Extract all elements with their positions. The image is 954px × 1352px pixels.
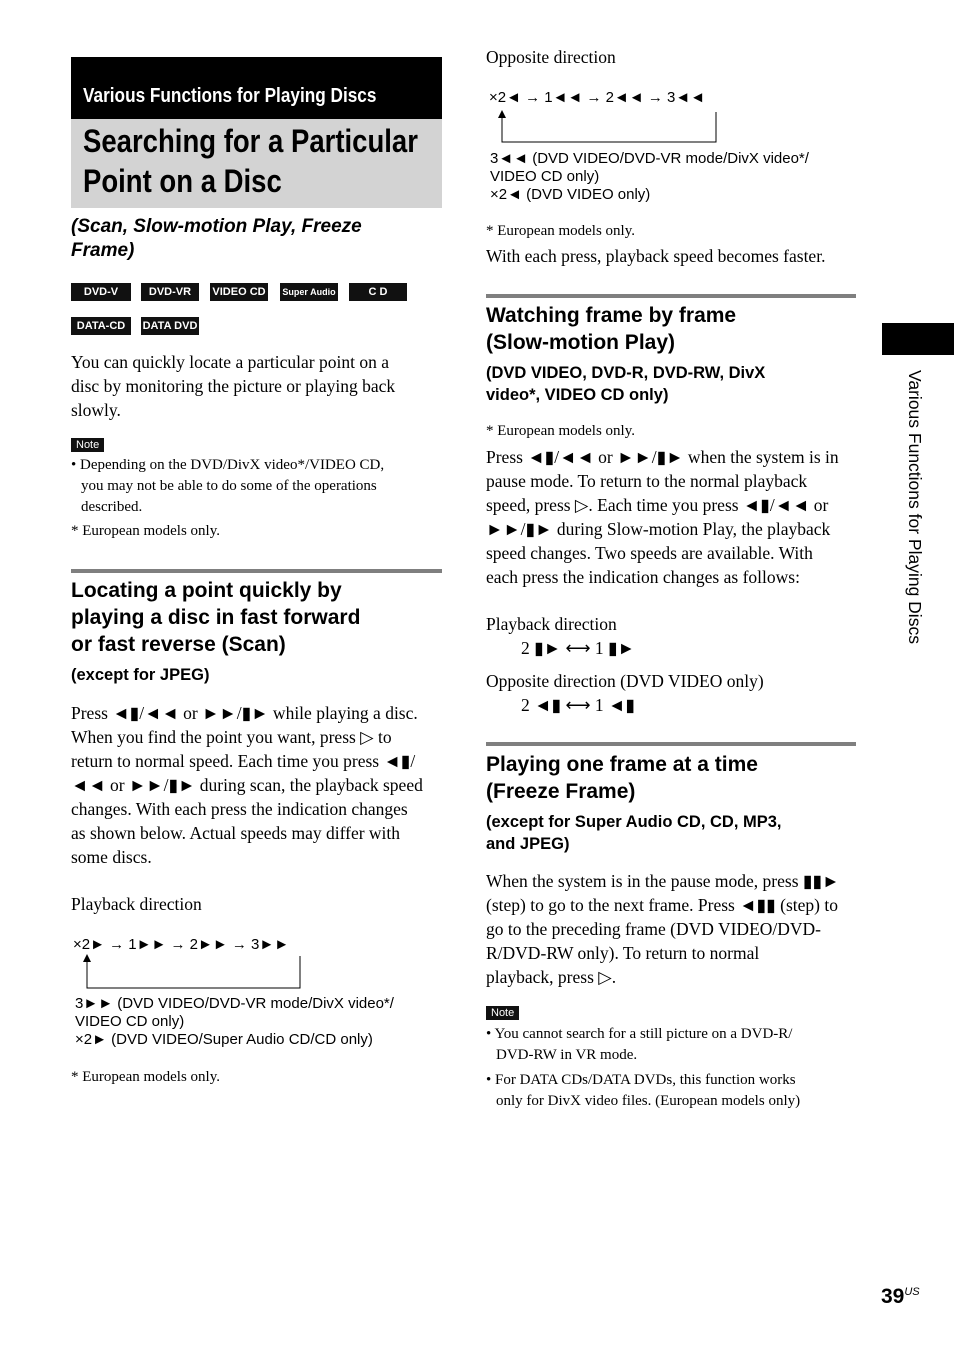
- text-line: pause mode. To return to the normal playback: [486, 471, 808, 491]
- slow-playback-sequence: 2 ▮► ⟷ 1 ▮►: [521, 638, 635, 658]
- scan-subheading: (except for JPEG): [71, 666, 210, 684]
- slow-opposite-label: Opposite direction (DVD VIDEO only): [486, 671, 764, 691]
- opposite-notes: [490, 150, 809, 204]
- note-line: • For DATA CDs/DATA DVDs, this function works: [486, 1072, 796, 1088]
- subtitle-line: (Scan, Slow-motion Play, Freeze: [71, 216, 362, 237]
- text-line: some discs.: [71, 847, 152, 867]
- text-line: disc by monitoring the picture or playing back: [71, 376, 396, 396]
- slow-heading: [486, 302, 866, 356]
- page-number: [881, 1285, 920, 1309]
- text-line: You can quickly locate a particular point on a: [71, 352, 389, 372]
- badge-video-cd: VIDEO CD: [210, 283, 268, 301]
- scan-body: [71, 701, 446, 869]
- subheading-line: (except for Super Audio CD, CD, MP3,: [486, 813, 782, 831]
- text-line: playback, press ▷.: [486, 967, 617, 987]
- text-line: go to the preceding frame (DVD VIDEO/DVD-: [486, 919, 821, 939]
- opposite-loop-arrow: [493, 108, 723, 146]
- freeze-subheading: [486, 811, 866, 855]
- side-tab-marker: [882, 323, 954, 355]
- heading-line: (Freeze Frame): [486, 780, 636, 803]
- footnote: * European models only.: [71, 523, 220, 539]
- heading-line: (Slow-motion Play): [486, 331, 675, 354]
- badge-dvd-vr: DVD-VR: [141, 283, 199, 301]
- note-2-text: [486, 1024, 861, 1112]
- heading-line: Locating a point quickly by: [71, 579, 342, 602]
- diagram-note: VIDEO CD only): [490, 168, 600, 185]
- note-tag: Note: [486, 1006, 519, 1020]
- scan-playback-label: Playback direction: [71, 894, 202, 914]
- note-line: you may not be able to do some of the operations: [81, 478, 377, 494]
- note-line: only for DivX video files. (European models only): [496, 1093, 801, 1109]
- slow-playback-label: Playback direction: [486, 614, 617, 634]
- subheading-line: and JPEG): [486, 835, 570, 853]
- page-number-value: 39: [881, 1285, 905, 1308]
- note-tag: Note: [71, 438, 104, 452]
- footnote: * European models only.: [486, 423, 635, 439]
- text-line: When you find the point you want, press ▷ to: [71, 727, 392, 747]
- page-title-line-1: Searching for a Particular: [83, 123, 418, 159]
- page-title-line-2: Point on a Disc: [83, 163, 282, 199]
- text-line: speed changes. Two speeds are available. With: [486, 543, 813, 563]
- subtitle-line: Frame): [71, 240, 135, 261]
- footnote: * European models only.: [71, 1069, 220, 1085]
- section-header-bar: [71, 57, 442, 119]
- text-line: slowly.: [71, 400, 121, 420]
- opposite-sequence: ×2◄ → 1◄◄ → 2◄◄ → 3◄◄: [489, 89, 706, 106]
- text-line: (step) to go to the next frame. Press ◄▮▮ (step) to: [486, 895, 838, 915]
- section-rule: [486, 294, 856, 298]
- side-tab-text: Various Functions for Playing Discs: [905, 370, 925, 644]
- heading-line: or fast reverse (Scan): [71, 633, 286, 656]
- diagram-note: ×2► (DVD VIDEO/Super Audio CD/CD only): [75, 1031, 373, 1048]
- badge-super-audio-cd: Super Audio CD: [280, 283, 338, 301]
- text-line: return to normal speed. Each time you press ◄▮/: [71, 751, 416, 771]
- opposite-label: Opposite direction: [486, 47, 616, 67]
- freeze-body: [486, 869, 861, 989]
- badge-dvd-v: DVD-V: [71, 283, 131, 301]
- text-line: Press ◄▮/◄◄ or ►►/▮► when the system is in: [486, 447, 839, 467]
- text-line: changes. With each press the indication changes: [71, 799, 408, 819]
- badge-cd: C D: [349, 283, 407, 301]
- opposite-after-text: With each press, playback speed becomes faster.: [486, 246, 826, 266]
- diagram-note: 3◄◄ (DVD VIDEO/DVD-VR mode/DivX video*/: [490, 150, 809, 167]
- note-line: described.: [81, 499, 143, 515]
- text-line: Press ◄▮/◄◄ or ►►/▮► while playing a disc.: [71, 703, 418, 723]
- page-title-block: [71, 119, 442, 208]
- badge-data-cd: DATA-CD: [71, 317, 131, 335]
- subheading-line: (DVD VIDEO, DVD-R, DVD-RW, DivX: [486, 364, 766, 382]
- footnote: * European models only.: [486, 223, 635, 239]
- note-1-text: [71, 455, 446, 542]
- text-line: ►►/▮► during Slow-motion Play, the playback: [486, 519, 831, 539]
- section-title: Various Functions for Playing Discs: [83, 85, 377, 107]
- page-number-suffix: US: [904, 1286, 920, 1298]
- text-line: as shown below. Actual speeds may differ with: [71, 823, 401, 843]
- heading-line: Playing one frame at a time: [486, 753, 758, 776]
- intro-paragraph: [71, 350, 446, 422]
- text-line: When the system is in the pause mode, press ▮▮►: [486, 871, 840, 891]
- scan-notes: [75, 995, 394, 1049]
- scan-loop-arrow: [78, 952, 304, 992]
- slow-opposite-sequence: 2 ◄▮ ⟷ 1 ◄▮: [521, 695, 635, 715]
- diagram-note: 3►► (DVD VIDEO/DVD-VR mode/DivX video*/: [75, 995, 394, 1012]
- freeze-heading: [486, 751, 866, 805]
- scan-sequence: ×2► → 1►► → 2►► → 3►►: [73, 936, 290, 953]
- slow-subheading: [486, 362, 866, 406]
- section-rule: [486, 742, 856, 746]
- section-rule: [71, 569, 442, 573]
- slow-body: [486, 445, 861, 589]
- heading-line: playing a disc in fast forward: [71, 606, 361, 629]
- subheading-line: video*, VIDEO CD only): [486, 386, 669, 404]
- scan-heading: [71, 577, 451, 658]
- text-line: ◄◄ or ►►/▮► during scan, the playback speed: [71, 775, 423, 795]
- note-line: • You cannot search for a still picture on a DVD-R/: [486, 1026, 793, 1042]
- text-line: speed, press ▷. Each time you press ◄▮/◄◄ or: [486, 495, 829, 515]
- badge-data-dvd: DATA DVD: [141, 317, 199, 335]
- note-line: DVD-RW in VR mode.: [496, 1047, 638, 1063]
- diagram-note: ×2◄ (DVD VIDEO only): [490, 186, 651, 203]
- page-subtitle: [71, 215, 362, 263]
- diagram-note: VIDEO CD only): [75, 1013, 185, 1030]
- heading-line: Watching frame by frame: [486, 304, 737, 327]
- text-line: R/DVD-RW only). To return to normal: [486, 943, 760, 963]
- note-line: • Depending on the DVD/DivX video*/VIDEO CD,: [71, 457, 385, 473]
- text-line: each press the indication changes as follows:: [486, 567, 800, 587]
